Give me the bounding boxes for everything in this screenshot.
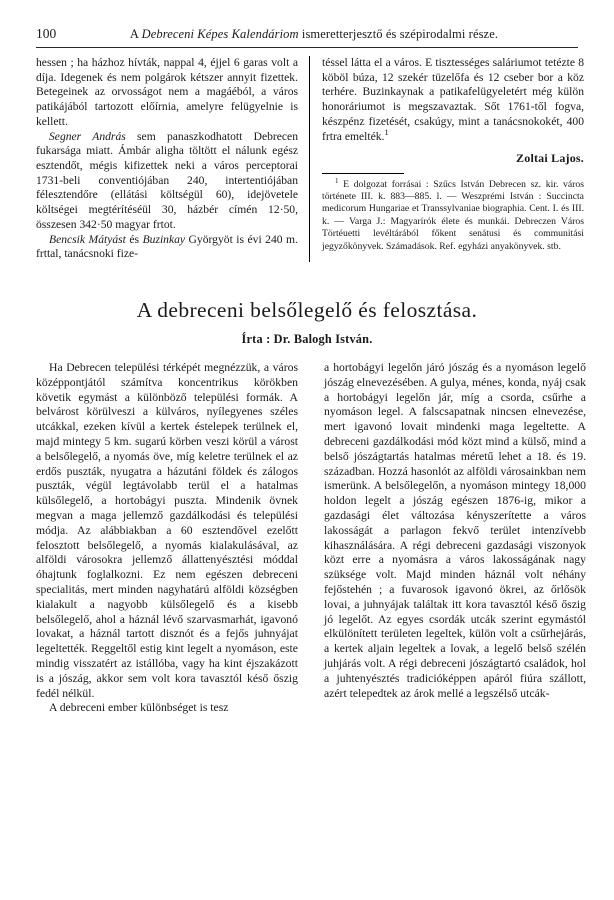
paragraph: hessen ; ha házhoz hívták, nappal 4, éjjel 6 garas volt a díja. Idegenek és nem polgárok kétszer annyit fizettek. Betegeinek az orvosságot nem a magáéból, a város patikájából tartozott előírnia, amelyre felügyelnie is kellett. — [36, 56, 298, 128]
article-byline — [36, 332, 578, 347]
footnote-number: 1 — [335, 176, 339, 185]
paragraph: Ha Debrecen települési térképét megnézzük, a város középpontjától számítva koncentrikus körökben követik egymást a különböző települési formák. A belvárost körülveszi a külváros, nyílegyenes széles utcákkal, ezeken kívül a kertek éstelepek terülnek el, majd mintegy 5 km. sugarú körben veszi körül a várost a belsőlegelő, a nyomás öve, míg keletre terülnek el az erdős puszták, nyugatra a házutáni földek és zálogos puszták, végül legtávolabb terül el a hatalmas külsőlegelő, a hortobágyi puszta. Mindenik övnek megvan a maga jellemző gazdálkodási és települési módja. Az alábbiakban a 60 esztendővel ezelőtt felosztott belsőlegelő, a nyomás kialakulásával, az alföldi városokra jellemző állattenyésztési móddal óhajtunk foglalkozni. Ez nem egészen debreceni specialitás, mert minden nagyhatárú alföldi községben kialakult a nagyobb külsőlegelő és a kisebb belsőlegelő, ahol a háznál lévő szarvasmarhát, igavonó lovakat, a háznál tartott disznót és a fejős juhnyájat legeltették. Reggeltől estig kint legelt a nyomáson, este mindig visszatért az istállóba, vagy ha kint éjszakázott is a jószág, akkor sem volt kora tavasztól késő őszig fedél nélkül. — [36, 361, 298, 700]
byline-label: Írta : — [241, 332, 271, 347]
running-head-italic: Debreceni Képes Kalendáriom — [141, 27, 299, 41]
article-signature: Zoltai Lajos. — [516, 151, 584, 166]
footnote-text — [322, 176, 585, 253]
paragraph: A debreceni ember különbséget is tesz — [49, 701, 229, 715]
paragraph: téssel látta el a város. E tisztességes saláriumot tetézte 8 köböl búza, 12 szekér tüzelőfa és 12 cseber bor a köz terhére. Buzinkaynak a patikafelügyeletért még külön honoráriumot is megszavaztak. Sőt 1761-től fogva, készpénz fizetését, csakúgy, mint a tanácsnokokét, 400 frtra emelték.$^1$ — [322, 56, 584, 143]
footnote-divider — [322, 173, 404, 174]
page-number: 100 — [36, 26, 57, 41]
person-name-bencsik: Bencsik Mátyást — [49, 232, 126, 246]
upper-article-left-column — [36, 56, 310, 262]
upper-article — [36, 56, 585, 262]
running-head-title — [76, 27, 578, 42]
byline-author: Dr. Balogh István. — [273, 332, 373, 347]
paragraph: Bencsik Mátyást és Buzinkay Györgyöt is évi 240 m. frttal, tanácsnoki fize- — [36, 232, 298, 261]
running-head-rest: ismeretterjesztő és szépirodalmi része. — [298, 27, 499, 41]
lower-article — [36, 298, 586, 716]
upper-article-right-column — [310, 56, 584, 262]
person-name-segner: Segner András — [49, 129, 126, 143]
lower-article-left-column — [36, 361, 311, 716]
running-head — [36, 26, 578, 44]
article-title: A debreceni belsőlegelő és felosztása. — [136, 298, 478, 323]
person-name-buzinkay: Buzinkay — [142, 232, 186, 246]
running-head-prefix: A — [129, 27, 142, 41]
header-divider — [36, 47, 578, 48]
paragraph: a hortobágyi legelőn járó jószág és a nyomáson legelő jószág elnevezésében. A gulya, ménes, konda, nyáj csak a hortobágyi legelőn jár, míg a csorda, csűrhe a nyomáson legel. A falscsapatnak nincsen elnevezése, mert igavonó lovait mindenki maga legeltette. A debreceni gazdálkodási mód közt mind a külső, mind a belső jószágtartás hatalmas méretű lehet a 18. és 19. században. Hozzá hasonlót az alföldi városainkban nem ismerünk. A belsőlegelőn, a nyomáson mintegy 18,000 holdon legelt a jószág egészen 1876-ig, mikor a gazdasági élet változása kényszerítette a város lakosságát a parlagon fekvő terület intenzívebb kihasználására. A régi debreceni gazdasági viszonyok közt erre a nyomásra a város lakosságának nagy szüksége volt. Majd minden háznál volt néhány fejőstehén ; a fuvarosok igavonó ökrei, az őrlősök lovai, a juhnyájak találtak itt kora tavasztól késő őszig jó legelőt. Az egyes csordák utcák szerint egymástól elkülönített területen legeltek, külön volt a csűrhejárás, a kertek aljain legeltek a lovak, a legelő belső szélén juhjárás volt. A régi debreceni jószágtartó családok, hol a juhtenyésztés tradicióképpen apáról fiúra szállott, azért telepedtek az árok mellé a legszélső utcák- — [324, 361, 586, 700]
paragraph: Segner András sem panaszkodhatott Debrecen fukarsága miatt. Ámbár aligha töltött el nálunk egész esztendőt, mégis kifizettek neki a város perceptorai 1731-beli conventiójában 240, intertentiójában félesztendőre (ellátási költségül 60), idejövetele költségei megtérítéséül 30, házbér címén 12·50, összesen 342·50 magyar frtot. — [36, 129, 298, 231]
lower-article-right-column — [311, 361, 586, 716]
lower-article-columns — [36, 361, 586, 716]
footnote-body: E dolgozat forrásai : Szűcs István Debrecen sz. kir. város története III. k. 883—885. l. — Weszprémi István : Succincta medicorum Hungariae et Transsylvaniae biographia. Cent. I. és III. k. — Varga J.: Magyarírók élete és munkái. Debreczen Város Törtéuetti levéltárából főkent senátusi és communitási jegyzőkönyvek. Számadások. Ref. egyházi anyakönyvek. stb. — [322, 178, 585, 252]
footnote-marker: 1 — [384, 127, 389, 137]
